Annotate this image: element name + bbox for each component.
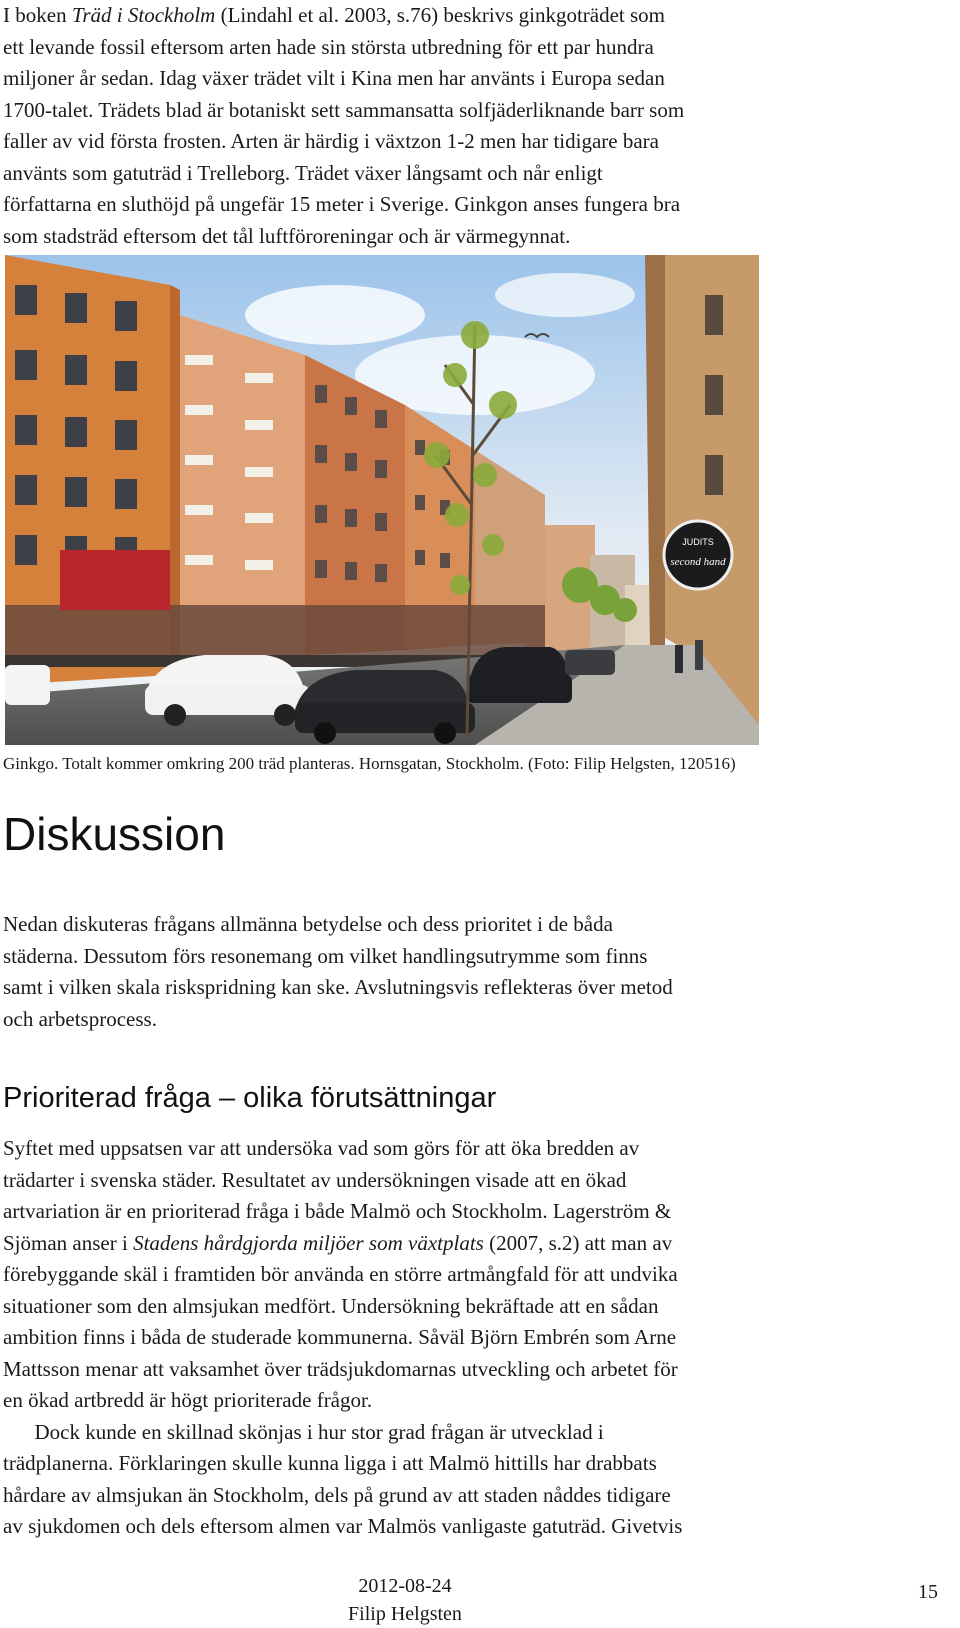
sign-text-top: JUDITS [682,537,714,547]
italic-title: Träd i Stockholm [71,3,216,27]
text-line: Dock kunde en skillnad skönjas i hur stor grad frågan är utvecklad i [3,1419,604,1444]
text-line: städerna. Dessutom förs resonemang om vilket handlingsutrymme som finns [3,943,648,968]
text-line: trädarter i svenska städer. Resultatet av undersökningen visade att en ökad [3,1167,627,1192]
text-line: som stadsträd eftersom det tål luftföroreningar och är värmegynnat. [3,223,571,248]
footer-author: Filip Helgsten [348,1603,462,1625]
text-line: trädplanerna. Förklaringen skulle kunna ligga i att Malmö hittills har drabbats [3,1451,657,1475]
text-line: samt i vilken skala riskspridning kan ske. Avslutningsvis reflekteras över metod [3,975,673,999]
text-line: Mattsson menar att vaksamhet över trädsjukdomarnas utveckling och arbetet för [3,1356,678,1381]
heading-diskussion: Diskussion [3,808,226,860]
text-line: situationer som den almsjukan medfört. Undersökning bekräftade att en sådan [3,1293,659,1318]
text-line: använts som gatuträd i Trelleborg. Trädet växer långsamt och når enligt [3,160,603,185]
text-line: Nedan diskuteras frågans allmänna betydelse och dess prioritet i de båda [3,912,613,936]
text-line: I boken Träd i Stockholm (Lindahl et al. 2003, s.76) beskrivs ginkgoträdet som [3,3,666,27]
text-line: artvariation är en prioriterad fråga i både Malmö och Stockholm. Lagerström & [3,1199,672,1223]
text-line: Syftet med uppsatsen var att undersöka vad som görs för att öka bredden av [3,1136,640,1160]
text-line: av sjukdomen och dels eftersom almen var Malmös vanligaste gatuträd. Givetvis [3,1514,683,1538]
text-line: författarna en sluthöjd på ungefär 15 meter i Sverige. Ginkgon anses fungera bra [3,192,681,216]
street-photo [5,255,759,745]
footer-date: 2012-08-24 [358,1575,452,1597]
intro-paragraph [3,0,803,252]
section-paragraph [3,1133,803,1543]
text-line: en ökad artbredd är högt prioriterade frågor. [3,1388,373,1412]
text-line: ett levande fossil eftersom arten hade sin största utbredning för ett par hundra [3,34,654,59]
photo-caption: Ginkgo. Totalt kommer omkring 200 träd planteras. Hornsgatan, Stockholm. (Foto: Filip Helgsten, 120516) [3,754,736,773]
text-line: hårdare av almsjukan än Stockholm, dels på grund av att staden nåddes tidigare [3,1482,671,1507]
page-number: 15 [918,1581,938,1603]
text-line: faller av vid första frosten. Arten är härdig i växtzon 1-2 men har tidigare bara [3,129,659,153]
text-line: Sjöman anser i Stadens hårdgjorda miljöer som växtplats (2007, s.2) att man av [3,1230,673,1255]
discussion-paragraph [3,909,803,1035]
heading-prioriterad-fraga: Prioriterad fråga – olika förutsättningar [3,1082,497,1114]
italic-title: Stadens hårdgjorda miljöer som växtplats [133,1230,484,1255]
text-line: och arbetsprocess. [3,1006,157,1031]
text-line: ambition finns i båda de studerade kommunerna. Såväl Björn Embrén som Arne [3,1325,677,1349]
text-line: miljoner år sedan. Idag växer trädet vilt i Kina men har använts i Europa sedan [3,66,665,90]
sign-text-bottom: second hand [670,556,726,568]
text-line: 1700-talet. Trädets blad är botaniskt sett sammansatta solfjäderliknande barr som [3,97,685,122]
text-line: förebyggande skäl i framtiden bör använda en större artmångfald för att undvika [3,1262,678,1286]
